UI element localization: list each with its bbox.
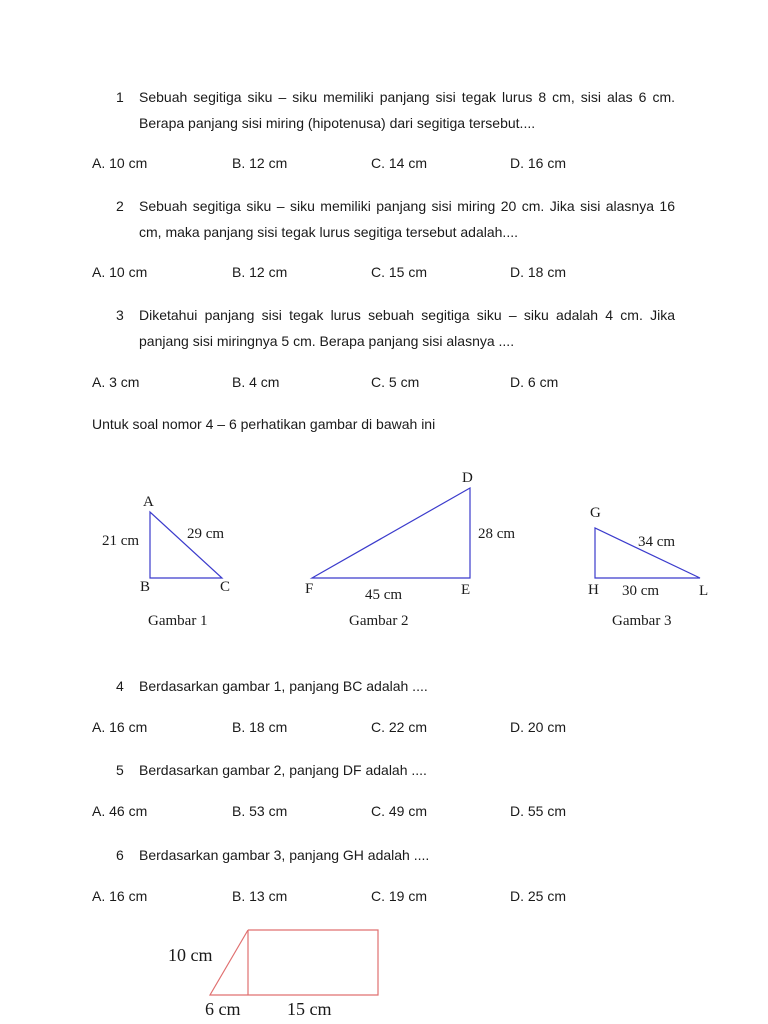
question-2-option-d: D. 18 cm: [510, 264, 567, 280]
question-1-option-c: C. 14 cm: [371, 155, 428, 171]
question-3-text: Diketahui panjang sisi tegak lurus sebuah segitiga siku – siku adalah 4 cm. Jika panjang sisi miringnya 5 cm. Berapa panjang sisi alasnya ....: [139, 307, 675, 349]
question-1-option-d: D. 16 cm: [510, 155, 567, 171]
fig3-side-gl: 34 cm: [638, 534, 676, 550]
fig4-base-left-label: 6 cm: [205, 999, 241, 1019]
question-2-option-b: B. 12 cm: [232, 264, 288, 280]
fig1-label-a: A: [143, 494, 154, 510]
question-3-option-c: C. 5 cm: [371, 374, 420, 390]
question-6-option-d: D. 25 cm: [510, 888, 567, 904]
fig3-label-h: H: [588, 582, 599, 598]
fig2-label-d: D: [462, 470, 473, 486]
question-3-number: 3: [116, 307, 124, 323]
fig3-label-g: G: [590, 505, 601, 521]
question-5-option-c: C. 49 cm: [371, 803, 428, 819]
fig2-caption: Gambar 2: [349, 613, 409, 629]
question-3-option-a: A. 3 cm: [92, 374, 140, 390]
fig3-side-hl: 30 cm: [622, 583, 660, 599]
fig2-side-de: 28 cm: [478, 526, 516, 542]
fig4-height-label: 10 cm: [168, 945, 213, 965]
trapezoid-figure: [210, 930, 378, 995]
question-3-option-d: D. 6 cm: [510, 374, 559, 390]
question-4-option-a: A. 16 cm: [92, 719, 148, 735]
question-4-option-d: D. 20 cm: [510, 719, 567, 735]
fig1-label-b: B: [140, 579, 151, 595]
triangle-abc: [150, 512, 225, 578]
fig1-label-c: C: [220, 579, 231, 595]
question-1-number: 1: [116, 89, 124, 105]
fig3-caption: Gambar 3: [612, 613, 672, 629]
fig3-label-l: L: [699, 583, 709, 599]
question-4-text: Berdasarkan gambar 1, panjang BC adalah ....: [139, 678, 428, 694]
fig2-label-f: F: [305, 581, 314, 597]
triangle-def: [312, 488, 470, 578]
fig1-side-ac: 29 cm: [187, 526, 225, 542]
question-4-option-c: C. 22 cm: [371, 719, 428, 735]
question-1-option-b: B. 12 cm: [232, 155, 288, 171]
question-6-option-b: B. 13 cm: [232, 888, 288, 904]
question-5-option-b: B. 53 cm: [232, 803, 288, 819]
fig2-label-e: E: [461, 582, 471, 598]
fig1-side-ab: 21 cm: [102, 533, 140, 549]
question-5-number: 5: [116, 762, 124, 778]
figures-intro: Untuk soal nomor 4 – 6 perhatikan gambar di bawah ini: [92, 416, 436, 432]
question-1-option-a: A. 10 cm: [92, 155, 148, 171]
fig1-caption: Gambar 1: [148, 613, 208, 629]
question-3-option-b: B. 4 cm: [232, 374, 280, 390]
question-5-option-a: A. 46 cm: [92, 803, 148, 819]
question-5-text: Berdasarkan gambar 2, panjang DF adalah ....: [139, 762, 427, 778]
question-2-option-c: C. 15 cm: [371, 264, 428, 280]
question-1-text: Sebuah segitiga siku – siku memiliki panjang sisi tegak lurus 8 cm, sisi alas 6 cm. Berapa panjang sisi miring (hipotenusa) dari segitiga tersebut....: [139, 89, 675, 131]
question-6-text: Berdasarkan gambar 3, panjang GH adalah ....: [139, 847, 430, 863]
question-2-number: 2: [116, 198, 124, 214]
question-6-number: 6: [116, 847, 124, 863]
fig2-side-fe: 45 cm: [365, 587, 403, 603]
question-6-option-c: C. 19 cm: [371, 888, 428, 904]
question-5-option-d: D. 55 cm: [510, 803, 567, 819]
question-4-option-b: B. 18 cm: [232, 719, 288, 735]
question-4-number: 4: [116, 678, 124, 694]
question-6-option-a: A. 16 cm: [92, 888, 148, 904]
question-2-text: Sebuah segitiga siku – siku memiliki panjang sisi miring 20 cm. Jika sisi alasnya 16 cm, maka panjang sisi tegak lurus segitiga tersebut adalah....: [139, 198, 675, 240]
question-2-option-a: A. 10 cm: [92, 264, 148, 280]
fig4-base-right-label: 15 cm: [287, 999, 332, 1019]
